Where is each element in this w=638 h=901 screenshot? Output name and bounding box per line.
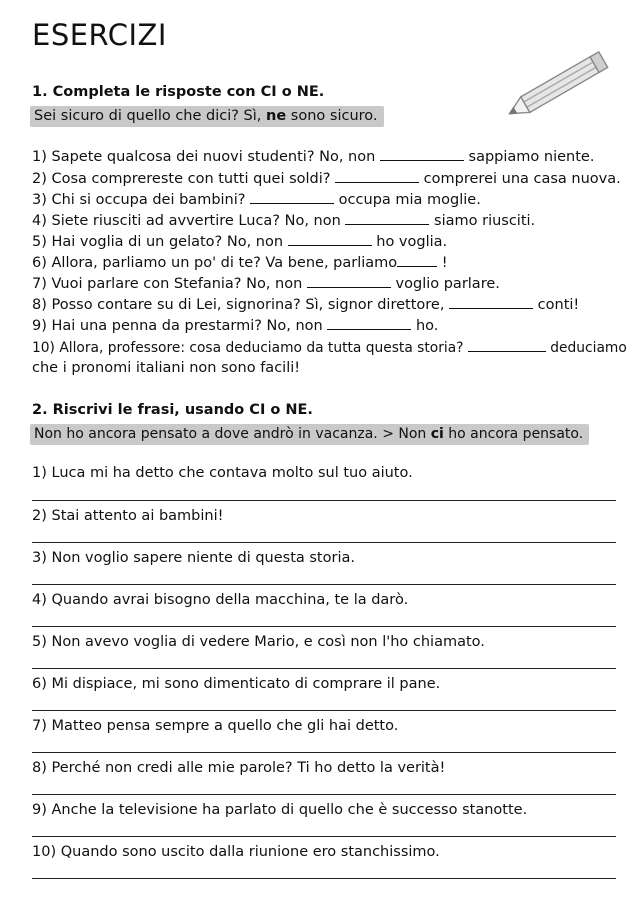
item-text: sappiamo niente. [463,149,595,165]
exercise-1-item [32,275,500,292]
example-text-bold: ci [430,426,444,442]
item-text: ho voglia. [371,234,448,250]
section-2-example [30,424,589,445]
item-text: comprerei una casa nuova. [419,171,621,187]
answer-line[interactable] [32,878,616,879]
section-2-heading: 2. Riscrivi le frasi, usando CI o NE. [32,402,313,418]
answer-blank[interactable] [327,317,411,330]
item-text: occupa mia moglie. [334,192,481,208]
answer-line[interactable] [32,836,616,837]
exercise-2-item: 5) Non avevo voglia di vedere Mario, e così non l'ho chiamato. [32,634,485,650]
exercise-1-item [32,233,447,250]
item-text: voglio parlare. [390,276,500,292]
exercise-1-item [32,212,535,229]
exercise-1-item [32,170,621,187]
example-text-before: Non ho ancora pensato a dove andrò in vacanza. > Non [34,426,431,442]
exercise-2-item: 2) Stai attento ai bambini! [32,508,224,524]
item-text: 9) Hai una penna da prestarmi? No, non [32,318,328,334]
section-1-example [30,106,384,127]
answer-line[interactable] [32,626,616,627]
answer-line[interactable] [32,584,616,585]
example-text-before: Sei sicuro di quello che dici? Sì, [34,108,267,124]
item-text: 5) Hai voglia di un gelato? No, non [32,234,288,250]
example-text-after: sono sicuro. [286,108,378,124]
example-text-after: ho ancora pensato. [443,426,584,442]
exercise-2-item: 3) Non voglio sapere niente di questa storia. [32,550,355,566]
answer-line[interactable] [32,710,616,711]
answer-line[interactable] [32,752,616,753]
answer-blank[interactable] [335,170,419,183]
exercise-1-item [32,317,438,334]
example-text-bold: ne [266,108,287,124]
exercise-2-item: 1) Luca mi ha detto che contava molto sul tuo aiuto. [32,465,413,481]
answer-line[interactable] [32,500,616,501]
answer-line[interactable] [32,668,616,669]
item-text: conti! [533,297,580,313]
exercise-1-item [32,339,627,356]
item-text: ho. [411,318,439,334]
exercise-1-item [32,191,481,208]
item-text: 6) Allora, parliamo un po' di te? Va bene, parliamo [32,255,398,271]
answer-blank[interactable] [250,191,334,204]
exercise-2-item: 10) Quando sono uscito dalla riunione ero stanchissimo. [32,844,440,860]
item-text: 10) Allora, professore: cosa deduciamo da tutta questa storia? [32,340,468,356]
item-text: 8) Posso contare su di Lei, signorina? Sì, signor direttore, [32,297,450,313]
answer-blank[interactable] [397,254,437,267]
section-1-heading: 1. Completa le risposte con CI o NE. [32,84,325,100]
item-text: 3) Chi si occupa dei bambini? [32,192,251,208]
item-text: 7) Vuoi parlare con Stefania? No, non [32,276,307,292]
exercise-1-item [32,148,594,165]
pencil-icon [498,34,628,134]
item-text: 2) Cosa comprereste con tutti quei soldi? [32,171,336,187]
exercise-1-item [32,296,579,313]
answer-blank[interactable] [380,148,464,161]
exercise-1-item [32,254,448,271]
answer-blank[interactable] [288,233,372,246]
exercise-2-item: 6) Mi dispiace, mi sono dimenticato di comprare il pane. [32,676,441,692]
answer-blank[interactable] [468,339,546,352]
answer-blank[interactable] [449,296,533,309]
answer-line[interactable] [32,542,616,543]
page-title: ESERCIZI [32,18,167,52]
item-text: deduciamo [545,340,627,356]
item-text: 4) Siete riusciti ad avvertire Luca? No, non [32,213,346,229]
exercise-2-item: 7) Matteo pensa sempre a quello che gli hai detto. [32,718,399,734]
exercise-2-item: 4) Quando avrai bisogno della macchina, te la darò. [32,592,409,608]
item-text: siamo riusciti. [429,213,536,229]
item-text: ! [437,255,448,271]
answer-blank[interactable] [307,275,391,288]
item-text: 1) Sapete qualcosa dei nuovi studenti? No, non [32,149,380,165]
answer-line[interactable] [32,794,616,795]
answer-blank[interactable] [345,212,429,225]
exercise-2-item: 8) Perché non credi alle mie parole? Ti ho detto la verità! [32,760,446,776]
exercise-1-item-continuation: che i pronomi italiani non sono facili! [32,360,301,376]
exercise-2-item: 9) Anche la televisione ha parlato di quello che è successo stanotte. [32,802,528,818]
